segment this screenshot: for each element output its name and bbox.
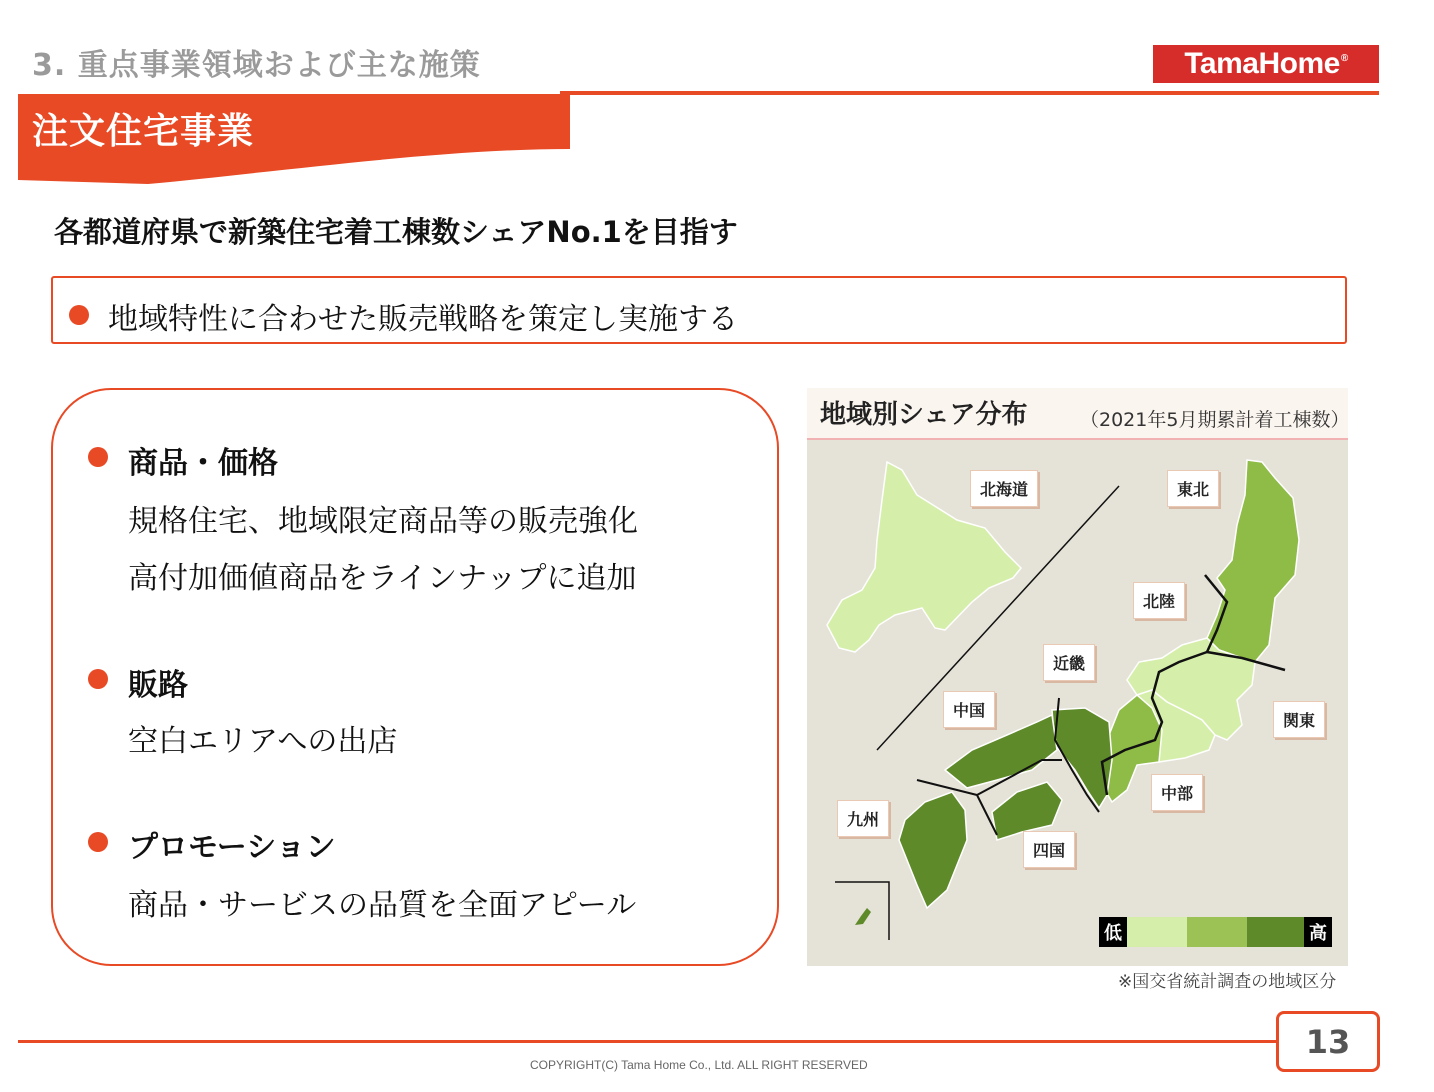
- logo-text: TamaHome: [1184, 47, 1340, 80]
- bullet-icon: [88, 447, 108, 467]
- logo-registered-mark: ®: [1340, 52, 1348, 64]
- region-label-kanto: 関東: [1273, 701, 1325, 738]
- bottom-rule: [18, 1040, 1278, 1043]
- page-number: 13: [1276, 1011, 1380, 1072]
- legend-low: 低: [1099, 917, 1127, 947]
- legend-swatch-high: [1247, 917, 1307, 947]
- map-title: 地域別シェア分布: [820, 400, 1028, 430]
- legend-swatch-mid: [1187, 917, 1247, 947]
- measure-title-channel: 販路: [128, 668, 188, 703]
- measure-line: 高付加価値商品をラインナップに追加: [128, 561, 637, 596]
- measure-title-promotion: プロモーション: [128, 830, 336, 865]
- map-note: ※国交省統計調査の地域区分: [1118, 972, 1337, 992]
- measure-line: 商品・サービスの品質を全面アピール: [128, 888, 637, 923]
- legend-swatch-low: [1127, 917, 1187, 947]
- region-label-chugoku: 中国: [943, 691, 995, 728]
- top-rule: [560, 91, 1379, 95]
- region-label-chubu: 中部: [1151, 774, 1203, 811]
- map-subtitle: （2021年5月期累計着工棟数）: [1080, 409, 1350, 431]
- measure-line: 規格住宅、地域限定商品等の販売強化: [128, 504, 638, 539]
- section-heading: 3. 重点事業領域および主な施策: [32, 48, 481, 83]
- region-label-hokkaido: 北海道: [970, 470, 1038, 507]
- measure-line: 空白エリアへの出店: [128, 724, 398, 759]
- tamahome-logo: [1153, 45, 1379, 83]
- strategy-text: 地域特性に合わせた販売戦略を策定し実施する: [108, 302, 738, 337]
- headline: 各都道府県で新築住宅着工棟数シェアNo.1を目指す: [54, 215, 738, 249]
- region-label-kyushu: 九州: [837, 800, 889, 837]
- region-label-hokuriku: 北陸: [1133, 582, 1185, 619]
- region-label-tohoku: 東北: [1167, 470, 1219, 507]
- region-label-shikoku: 四国: [1023, 831, 1075, 868]
- measure-title-product-price: 商品・価格: [128, 446, 278, 481]
- banner-title: 注文住宅事業: [32, 111, 255, 152]
- copyright: COPYRIGHT(C) Tama Home Co., Ltd. ALL RIGHT RESERVED: [530, 1058, 868, 1072]
- bullet-icon: [88, 832, 108, 852]
- bullet-icon: [69, 305, 89, 325]
- legend-high: 高: [1304, 917, 1332, 947]
- bullet-icon: [88, 669, 108, 689]
- region-label-kinki: 近畿: [1043, 644, 1095, 681]
- japan-map: [807, 440, 1348, 966]
